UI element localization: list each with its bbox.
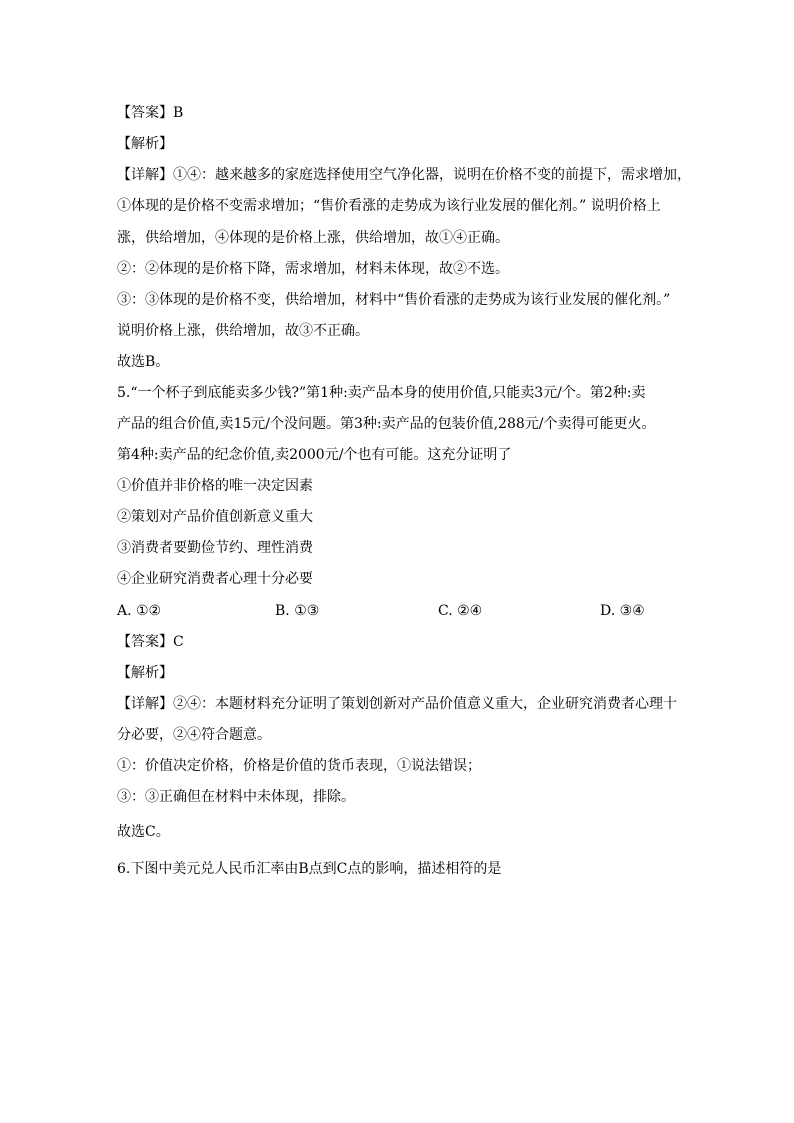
q5-detail-line: ①：价值决定价格，价格是价值的货币表现，①说法错误； — [117, 758, 481, 774]
q5-statement: ①价值并非价格的唯一决定因素 — [117, 478, 313, 494]
q5-statement: ②策划对产品价值创新意义重大 — [117, 509, 313, 525]
q4-detail-line: 说明价格上涨，供给增加，故③不正确。 — [117, 323, 369, 339]
q5-statement: ④企业研究消费者心理十分必要 — [117, 571, 313, 587]
q5-option-a: A. ①② — [117, 603, 162, 619]
q5-option-d: D. ③④ — [600, 603, 645, 619]
q5-option-b: B. ①③ — [275, 603, 320, 619]
q5-stem-line: 第4种:卖产品的纪念价值,卖2000元/个也有可能。这充分证明了 — [117, 447, 512, 463]
q5-options — [117, 601, 677, 621]
q4-analysis-heading: 【解析】 — [117, 136, 173, 152]
q4-detail-line: ③：③体现的是价格不变，供给增加，材料中“售价看涨的走势成为该行业发展的催化剂。” — [117, 292, 671, 308]
q4-answer: 【答案】B — [117, 105, 184, 121]
q5-detail-line: ③：③正确但在材料中未体现，排除。 — [117, 789, 355, 805]
q5-analysis-heading: 【解析】 — [117, 665, 173, 681]
q4-detail-line: ①体现的是价格不变需求增加；“售价看涨的走势成为该行业发展的催化剂。” 说明价格上 — [117, 198, 661, 214]
q6-stem: 6.下图中美元兑人民币汇率由B点到C点的影响，描述相符的是 — [117, 861, 502, 877]
q5-option-c: C. ②④ — [438, 603, 483, 619]
q4-detail-line: 涨，供给增加，④体现的是价格上涨，供给增加，故①④正确。 — [117, 230, 509, 246]
q5-conclusion: 故选C。 — [117, 824, 170, 840]
q4-detail-line: 【详解】①④：越来越多的家庭选择使用空气净化器，说明在价格不变的前提下，需求增加， — [117, 167, 691, 183]
q5-detail-line: 【详解】②④：本题材料充分证明了策划创新对产品价值意义重大，企业研究消费者心理十 — [117, 696, 677, 712]
q4-detail-line: ②：②体现的是价格下降，需求增加，材料未体现，故②不选。 — [117, 261, 509, 277]
q5-stem-line: 5.“一个杯子到底能卖多少钱?”第1种:卖产品本身的使用价值,只能卖3元/个。第2种:卖 — [117, 385, 646, 401]
q5-stem-line: 产品的组合价值,卖15元/个没问题。第3种:卖产品的包装价值,288元/个卖得可能更火。 — [117, 416, 656, 432]
q5-statement: ③消费者要勤俭节约、理性消费 — [117, 540, 313, 556]
q4-conclusion: 故选B。 — [117, 354, 170, 370]
q5-detail-line: 分必要，②④符合题意。 — [117, 727, 271, 743]
q5-answer: 【答案】C — [117, 634, 184, 650]
